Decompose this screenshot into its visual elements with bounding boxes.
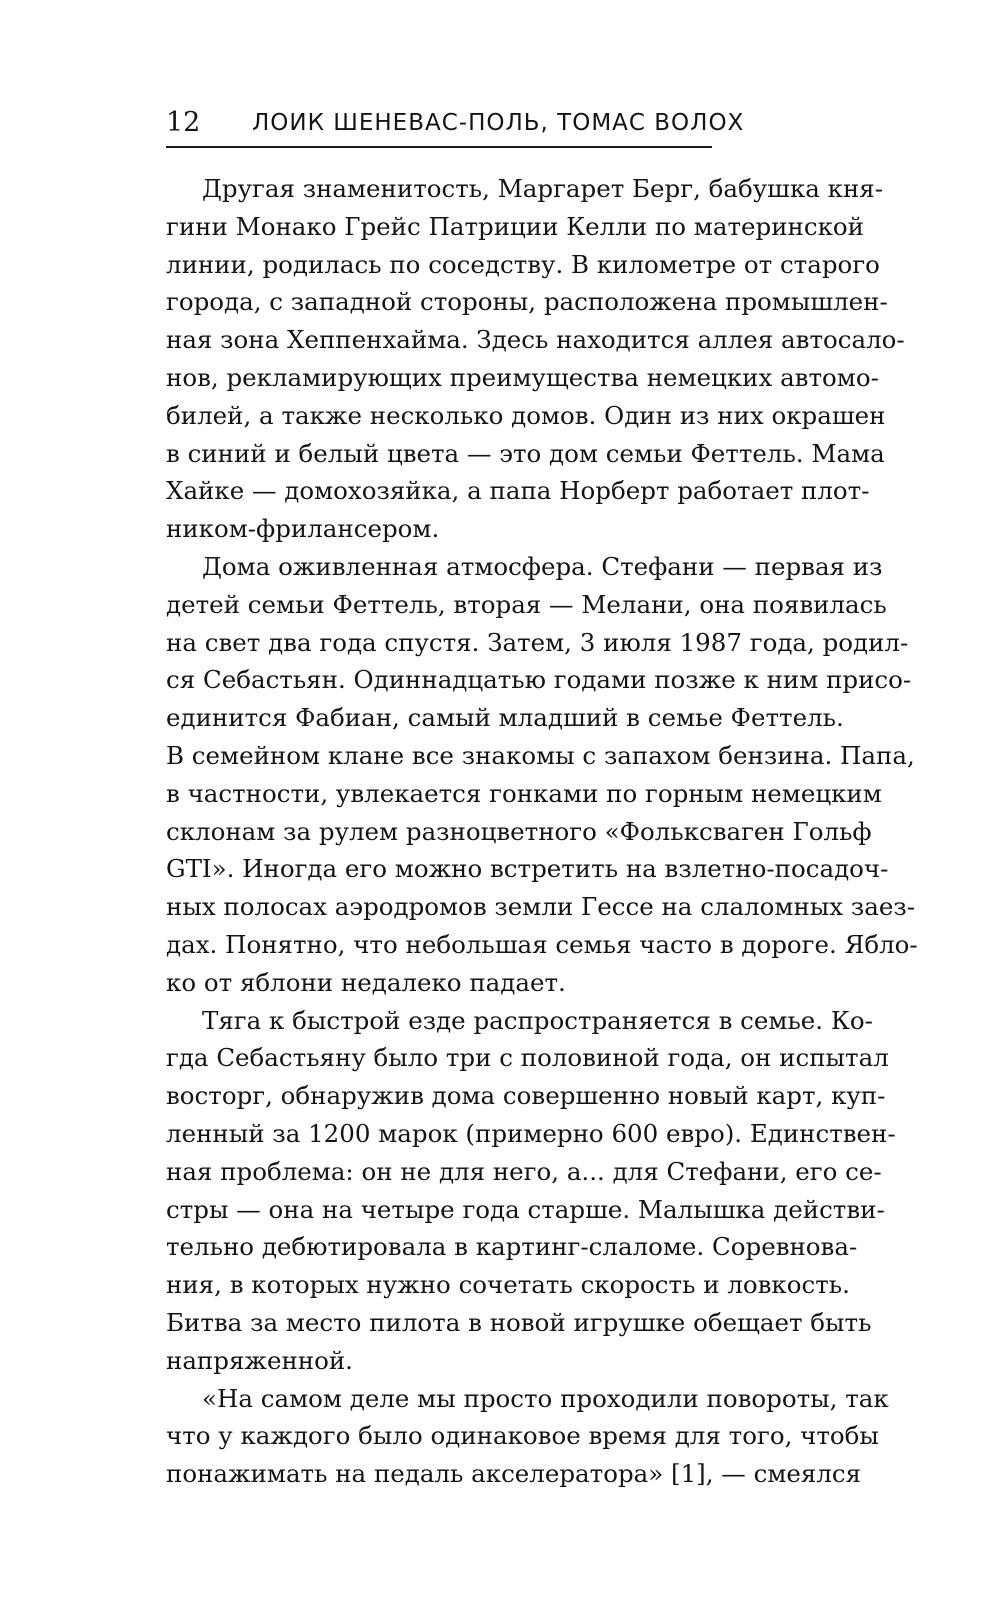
text-line: Дома оживленная атмосфера. Стефани — первая из (202, 551, 883, 581)
body-text (166, 170, 918, 1493)
text-line: понажимать на педаль акселератора» [1], — смеялся (166, 1459, 862, 1489)
text-line: стры — она на четыре года старше. Малышка действи- (166, 1194, 885, 1224)
text-line: «На самом деле мы просто проходили повороты, так (202, 1383, 889, 1413)
text-line: ленный за 1200 марок (примерно 600 евро). Единствен- (166, 1118, 896, 1148)
text-line: напряженной. (166, 1345, 353, 1375)
text-line: детей семьи Феттель, вторая — Мелани, она появилась (166, 589, 887, 619)
text-line: гда Себастьяну было три с половиной года, он испытал (166, 1043, 889, 1073)
text-line: в синий и белый цвета — это дом семьи Феттель. Мама (166, 438, 885, 468)
text-line: ко от яблони недалеко падает. (166, 967, 566, 997)
text-line: ником-фрилансером. (166, 514, 440, 544)
text-line: Битва за место пилота в новой игрушке обещает быть (166, 1307, 872, 1337)
text-line: ся Себастьян. Одиннадцатью годами позже к ним присо- (166, 665, 912, 695)
page-header (166, 106, 745, 148)
text-line: Другая знаменитость, Маргарет Берг, бабушка кня- (202, 174, 884, 203)
paragraph-3 (166, 1002, 896, 1380)
text-line: GTI». Иногда его можно встретить на взлетно-посадоч- (166, 854, 889, 884)
text-line: ная проблема: он не для него, а... для Стефани, его се- (166, 1156, 882, 1186)
paragraph-1 (166, 170, 905, 548)
text-line: ная зона Хеппенхайма. Здесь находится аллея автосало- (166, 325, 905, 355)
text-line: В семейном клане все знакомы с запахом бензина. Папа, (166, 740, 915, 770)
text-line: гини Монако Грейс Патриции Келли по материнской (166, 211, 864, 241)
paragraph-2 (166, 548, 918, 1002)
text-line: линии, родилась по соседству. В километре от старого (166, 249, 880, 279)
text-line: что у каждого было одинаковое время для того, чтобы (166, 1421, 879, 1451)
text-line: в частности, увлекается гонками по горным немецким (166, 778, 882, 808)
text-line: дах. Понятно, что небольшая семья часто в дороге. Ябло- (166, 929, 918, 959)
text-line: билей, а также несколько домов. Один из них окрашен (166, 400, 886, 430)
text-line: ния, в которых нужно сочетать скорость и ловкость. (166, 1270, 850, 1300)
text-line: ных полосах аэродромов земли Гессе на слаломных заез- (166, 892, 916, 922)
text-line: восторг, обнаружив дома совершенно новый карт, куп- (166, 1081, 886, 1111)
text-line: Хайке — домохозяйка, а папа Норберт работает плот- (166, 476, 870, 506)
text-line: единится Фабиан, самый младший в семье Феттель. (166, 703, 844, 733)
running-head: ЛОИК ШЕНЕВАС-ПОЛЬ, ТОМАС ВОЛОХ (252, 110, 745, 136)
text-line: Тяга к быстрой езде распространяется в семье. Ко- (202, 1005, 873, 1035)
page-number: 12 (166, 107, 201, 138)
text-line: города, с западной стороны, расположена промышлен- (166, 287, 888, 317)
text-line: тельно дебютировала в картинг-слаломе. Соревнова- (166, 1232, 858, 1262)
text-line: нов, рекламирующих преимущества немецких автомо- (166, 362, 879, 392)
text-line: склонам за рулем разноцветного «Фольксваген Гольф (166, 816, 872, 846)
paragraph-4 (166, 1380, 889, 1493)
text-line: на свет два года спустя. Затем, 3 июля 1987 года, родил- (166, 627, 909, 657)
